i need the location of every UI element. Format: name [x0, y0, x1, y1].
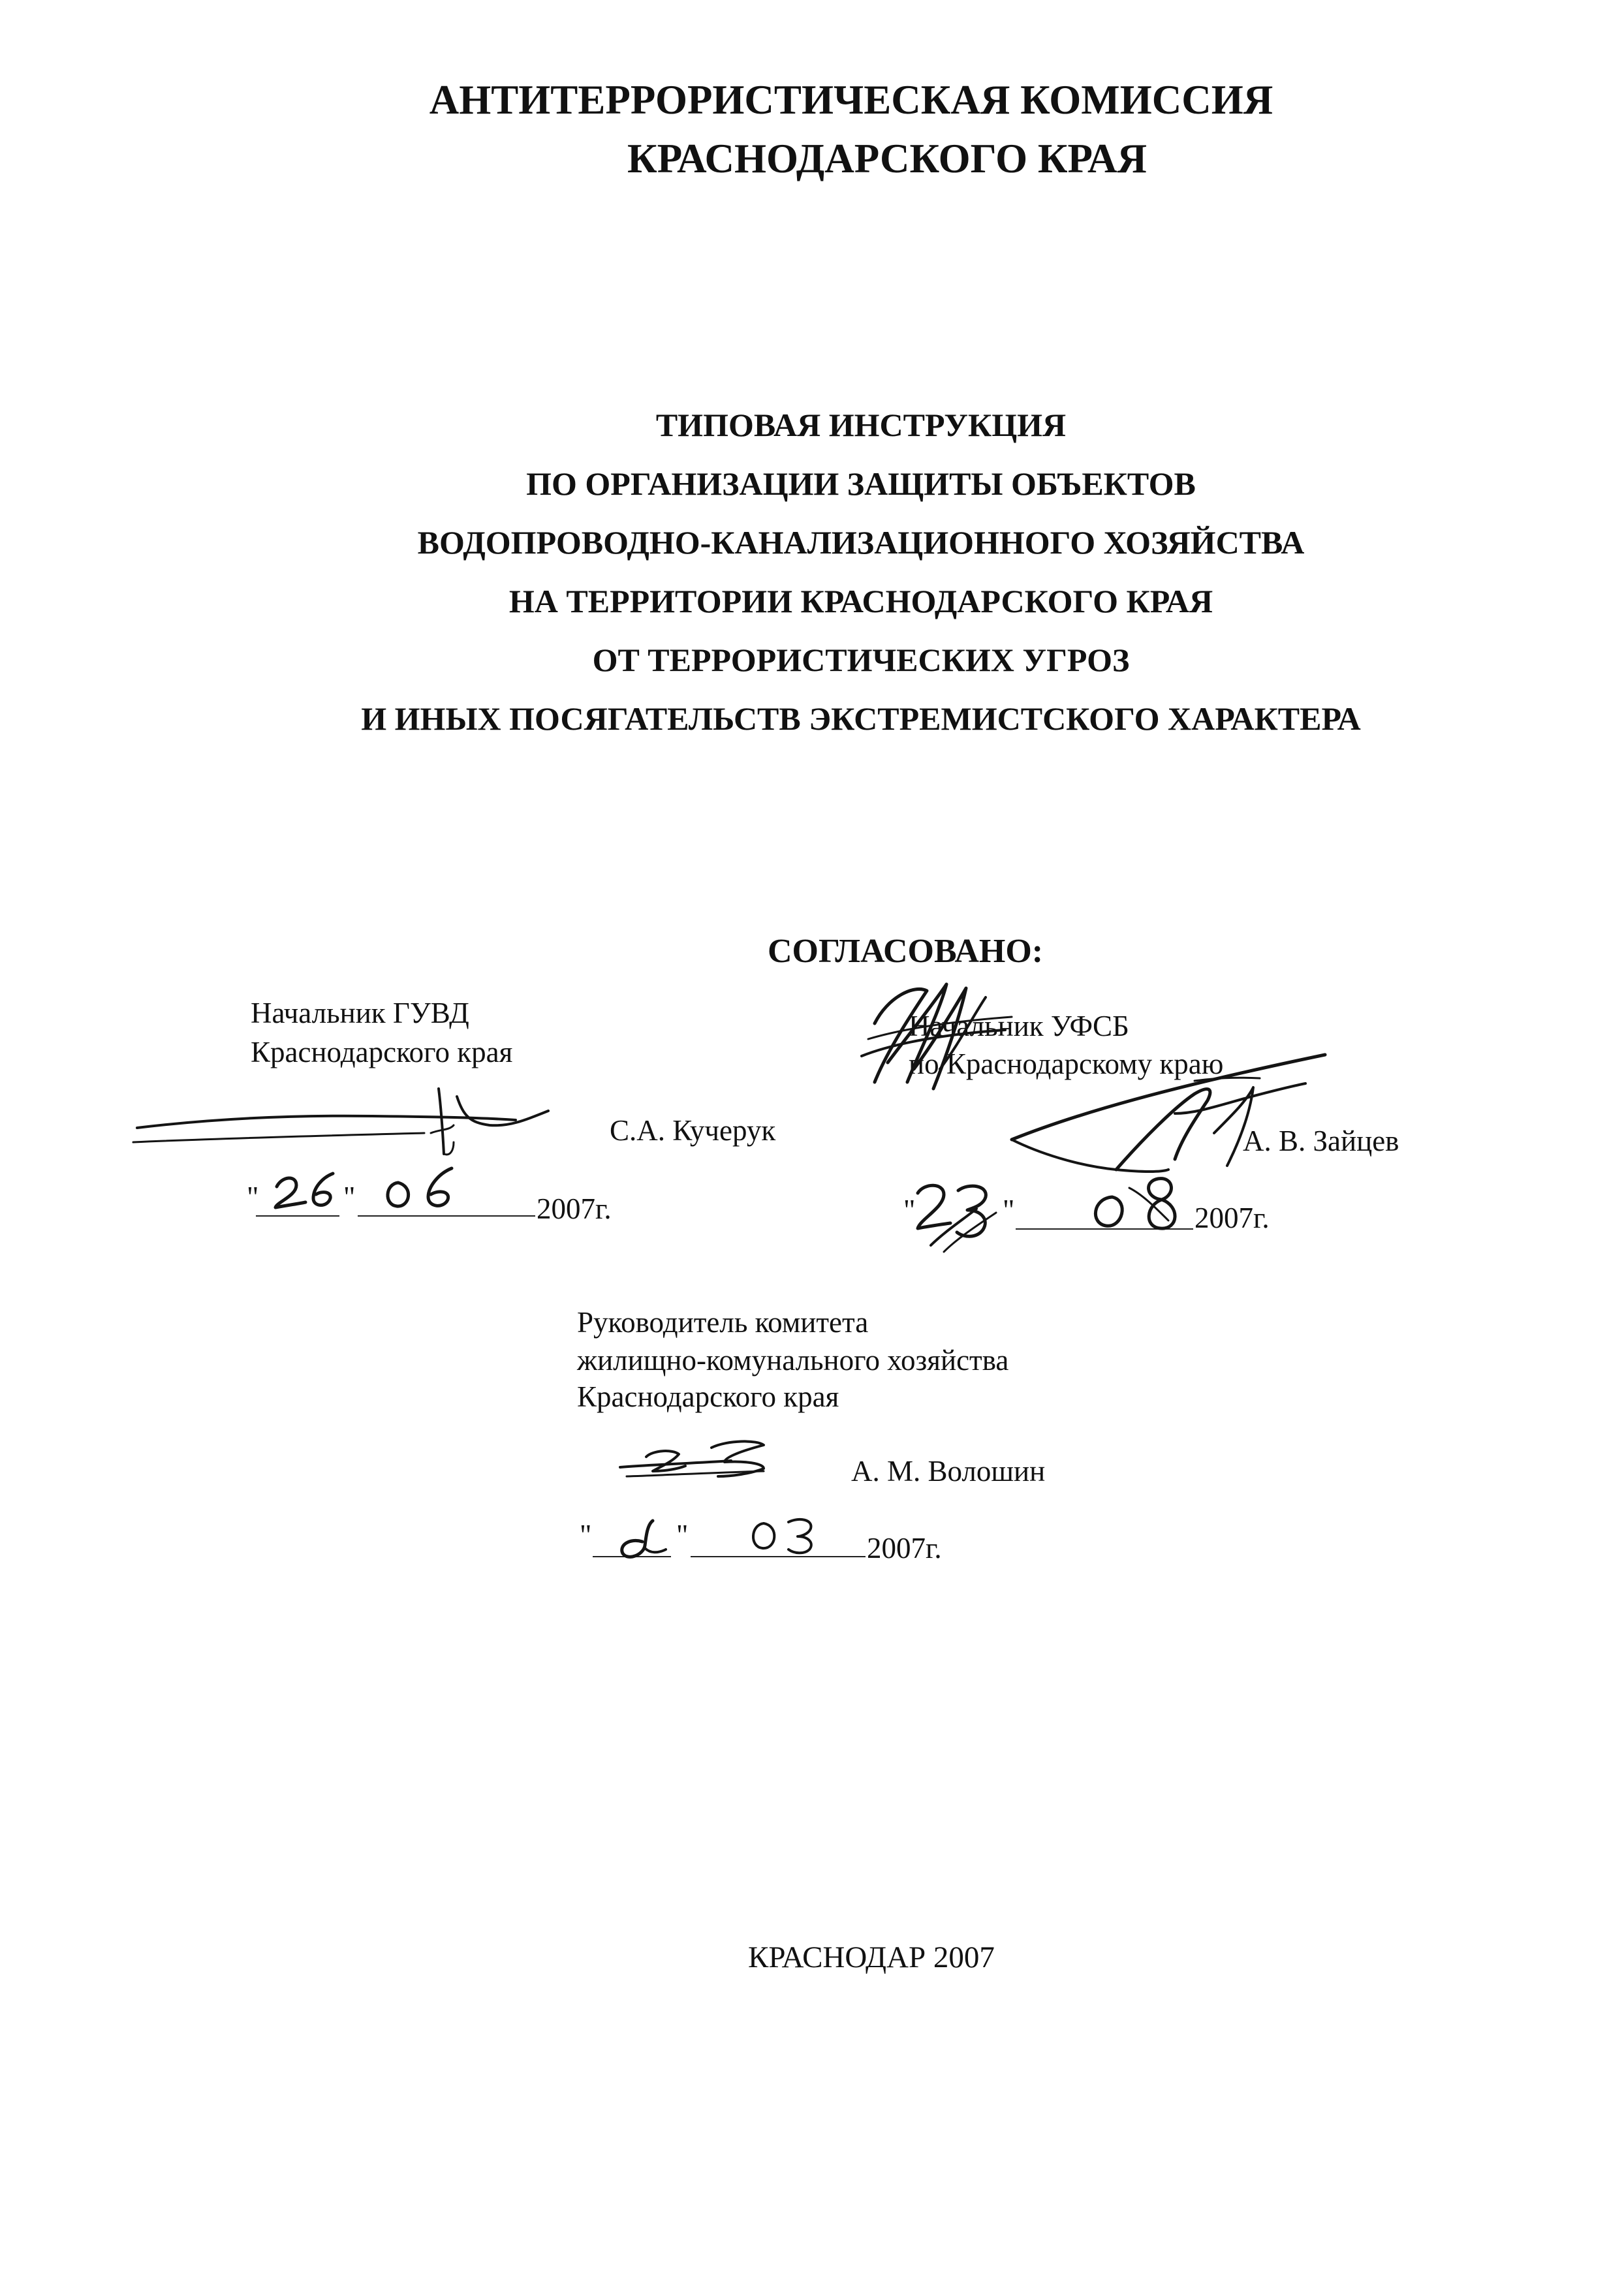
right-year: 2007г. — [1195, 1202, 1270, 1234]
bottom-day-handwritten-icon — [607, 1516, 672, 1561]
bottom-position-line-3: Краснодарского края — [577, 1380, 839, 1413]
approval-heading: СОГЛАСОВАНО: — [768, 933, 1044, 970]
left-month-handwritten-icon — [379, 1159, 463, 1214]
bottom-month-handwritten-icon — [744, 1513, 829, 1559]
bottom-year: 2007г. — [867, 1532, 942, 1564]
title-line-3: ВОДОПРОВОДНО-КАНАЛИЗАЦИОННОГО ХОЗЯЙСТВА — [417, 524, 1305, 561]
issuer-line-2: КРАСНОДАРСКОГО КРАЯ — [627, 136, 1147, 181]
left-year: 2007г. — [537, 1192, 612, 1225]
bottom-position-line-2: жилищно-комунального хозяйства — [577, 1344, 1009, 1377]
right-position-line-2: по Краснодарскому краю — [909, 1048, 1224, 1080]
title-line-4: НА ТЕРРИТОРИИ КРАСНОДАРСКОГО КРАЯ — [508, 583, 1213, 619]
title-line-5: ОТ ТЕРРОРИСТИЧЕСКИХ УГРОЗ — [592, 642, 1130, 678]
left-position-line-1: Начальник ГУВД — [251, 997, 469, 1029]
title-line-2: ПО ОРГАНИЗАЦИИ ЗАЩИТЫ ОБЪЕКТОВ — [526, 465, 1196, 502]
left-date-close-quote: " — [343, 1181, 356, 1213]
signature-left-icon — [124, 1077, 568, 1168]
issuing-body-header — [0, 70, 1624, 188]
document-title — [0, 396, 1624, 748]
issuer-line-1: АНТИТЕРРОРИСТИЧЕСКАЯ КОМИССИЯ — [429, 77, 1273, 123]
place-and-year: КРАСНОДАР 2007 — [748, 1940, 995, 1974]
title-line-1: ТИПОВАЯ ИНСТРУКЦИЯ — [655, 407, 1067, 443]
right-month-handwritten-icon — [1084, 1168, 1195, 1240]
right-date-close-quote: " — [1003, 1194, 1015, 1226]
signature-bottom-icon — [614, 1431, 809, 1489]
bottom-date-close-quote: " — [676, 1519, 689, 1551]
right-signatory-name: А. В. Зайцев — [1243, 1125, 1399, 1157]
left-date-open-quote: " — [247, 1181, 259, 1213]
bottom-position-line-1: Руководитель комитета — [577, 1306, 869, 1339]
left-position-line-2: Краснодарского края — [251, 1036, 513, 1068]
right-day-handwritten-icon — [905, 1174, 1016, 1258]
bottom-date-open-quote: " — [580, 1519, 592, 1551]
bottom-signatory-name: А. М. Волошин — [851, 1455, 1046, 1487]
left-day-handwritten-icon — [270, 1162, 342, 1214]
left-month-underline — [358, 1215, 535, 1217]
left-signatory-name: С.А. Кучерук — [610, 1114, 776, 1147]
title-line-6: И ИНЫХ ПОСЯГАТЕЛЬСТВ ЭКСТРЕМИСТСКОГО ХАРАКТЕРА — [361, 700, 1361, 737]
right-date-open-quote: " — [903, 1194, 916, 1226]
left-day-underline — [256, 1215, 339, 1217]
right-position-line-1: Начальник УФСБ — [909, 1010, 1129, 1042]
signature-right-upper-icon — [849, 971, 1018, 1102]
